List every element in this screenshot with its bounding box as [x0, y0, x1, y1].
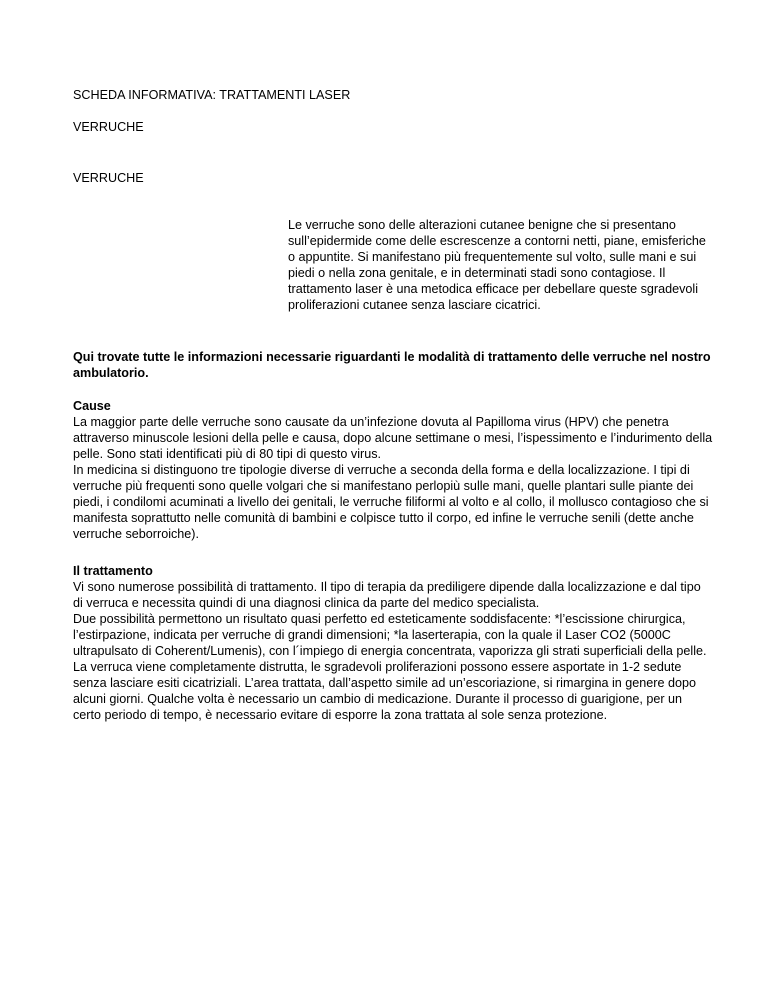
intro-paragraph: Le verruche sono delle alterazioni cutanee benigne che si presentano sull’epidermide come delle escrescenze a contorni netti, piane, emisferiche o appuntite. Si manifestano più frequentemente sul volto, sulle mani e sui piedi o nella zona genitale, e in determinati stadi sono contagiose. Il trattamento laser è una metodica efficace per debellare queste sgradevoli proliferazioni cutanee senza lasciare cicatrici.: [288, 218, 706, 312]
section-heading-cause: Cause: [73, 399, 111, 413]
section-heading-treatment: Il trattamento: [73, 564, 153, 578]
section-cause: [73, 398, 713, 542]
section-label-verruche-2: VERRUCHE: [73, 171, 144, 185]
treatment-paragraph-1: Vi sono numerose possibilità di trattamento. Il tipo di terapia da prediligere dipende dalla localizzazione e dal tipo di verruca e necessita quindi di una diagnosi clinica da parte del medico specialista.: [73, 580, 701, 610]
cause-paragraph-2: In medicina si distinguono tre tipologie diverse di verruche a seconda della forma e della localizzazione. I tipi di verruche più frequenti sono quelle volgari che si manifestano perlopiù sulle mani, quelle plantari sulle piante dei piedi, i condilomi acuminati a livello dei genitali, le verruche filiformi al volto e al collo, il mollusco contagioso che si manifesta soprattutto nelle comunità di bambini e colpisce tutto il corpo, ed infine le verruche senili (dette anche verruche seborroiche).: [73, 463, 709, 541]
lead-paragraph: Qui trovate tutte le informazioni necessarie riguardanti le modalità di trattamento delle verruche nel nostro ambulatorio.: [73, 350, 711, 380]
treatment-paragraph-2: Due possibilità permettono un risultato quasi perfetto ed esteticamente soddisfacente: *l’escissione chirurgica, l’estirpazione, indicata per verruche di grandi dimensioni; *la laserterapia, con la quale il Laser CO2 (5000C ultrapulsato di Coherent/Lumenis), con l´impiego di energia concentrata, vaporizza gli strati superficiali della pelle. La verruca viene completamente distrutta, le sgradevoli proliferazioni possono essere asportate in 1-2 sedute senza lasciare esiti cicatriziali. L’area trattata, dall’aspetto simile ad un’escoriazione, si rimargina in genere dopo alcuni giorni. Qualche volta è necessario un cambio di medicazione. Durante il processo di guarigione, per un certo periodo di tempo, è necessario evitare di esporre la zona trattata al sole senza protezione.: [73, 612, 707, 722]
document-title: SCHEDA INFORMATIVA: TRATTAMENTI LASER: [73, 88, 351, 102]
section-treatment: [73, 563, 713, 723]
cause-paragraph-1: La maggior parte delle verruche sono causate da un’infezione dovuta al Papilloma virus (HPV) che penetra attraverso minuscole lesioni della pelle e causa, dopo alcune settimane o mesi, l’ispessimento e l’indurimento della pelle. Sono stati identificati più di 80 tipi di questo virus.: [73, 415, 713, 461]
section-label-verruche-1: VERRUCHE: [73, 120, 144, 134]
